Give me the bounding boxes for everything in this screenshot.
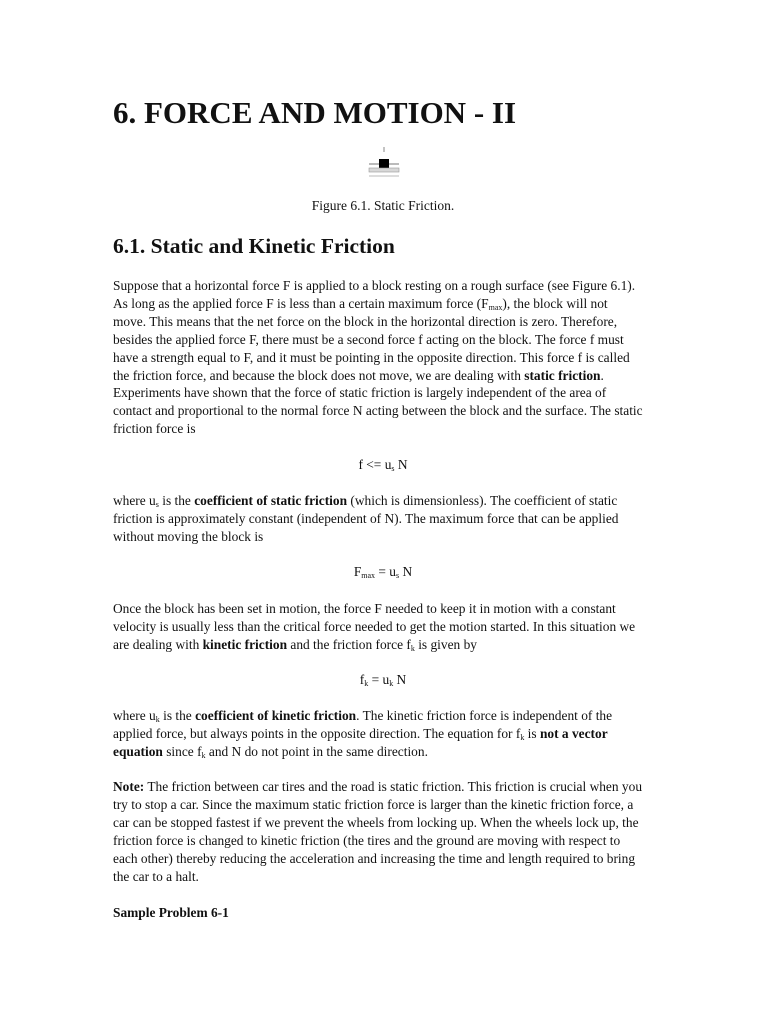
section-title: 6.1. Static and Kinetic Friction [113, 234, 395, 258]
figure-caption: Figure 6.1. Static Friction. [311, 198, 455, 213]
note-paragraph: Note: The friction between car tires and the road is static friction. This friction is crucial when you try to stop a car. Since the maximum static friction force is larger than the kinetic friction force, a car can be stopped fastest if we prevent the wheels from locking up. When the wheels lock up, the friction force is changed to kinetic friction (the tires and the ground are moving with respect to each other) thereby reducing the acceleration and increasing the time and length required to bring the car to a halt. [113, 779, 643, 884]
note-label: Note: [113, 779, 145, 794]
chapter-title: 6. FORCE AND MOTION - II [113, 95, 517, 130]
paragraph-coefficient-kinetic: where $u_k$ is the coefficient of kinetic friction. The kinetic friction force is independent of the applied force, but always points in the opposite direction. The equation for $f_k$ is not a vector equation since $f_k$ and N do not point in the same direction. [113, 708, 613, 760]
paragraph-coefficient-static: where $u_s$ is the coefficient of static friction (which is dimensionless). The coefficient of static friction is approximately constant (independent of N). The maximum force that can be applied without moving the block is [113, 493, 619, 544]
paragraph-static-friction: Suppose that a horizontal force F is applied to a block resting on a rough surface (see Figure 6.1). As long as the applied force F is less than a certain maximum force $(F_{max})$, the block will not move. This means that the net force on the block in the horizontal direction is zero. Therefore, besides the applied force F, there must be a second force f acting on the block. The force f must have a strength equal to F, and it must be pointing in the opposite direction. This force f is called the friction force, and because the block does not move, we are dealing with static friction. Experiments have shown that the force of static friction is largely independent of the area of contact and proportional to the normal force N acting between the block and the surface. The static friction force is [113, 278, 643, 437]
block-on-surface-icon [367, 146, 401, 180]
paragraph-kinetic-friction: Once the block has been set in motion, the force F needed to keep it in motion with a constant velocity is usually less than the critical force needed to get the motion started. In this situation we are dealing with kinetic friction and the friction force $f_k$ is given by [113, 601, 636, 653]
equation-max-force: $F_{max} = u_s$ N [353, 564, 413, 580]
equation-static-friction: $f <= u_s$ N [358, 457, 408, 473]
equation-kinetic-friction: $f_k = u_k$ N [359, 672, 407, 688]
sample-problem-heading: Sample Problem 6-1 [113, 905, 229, 920]
figure-6-1 [367, 146, 401, 180]
